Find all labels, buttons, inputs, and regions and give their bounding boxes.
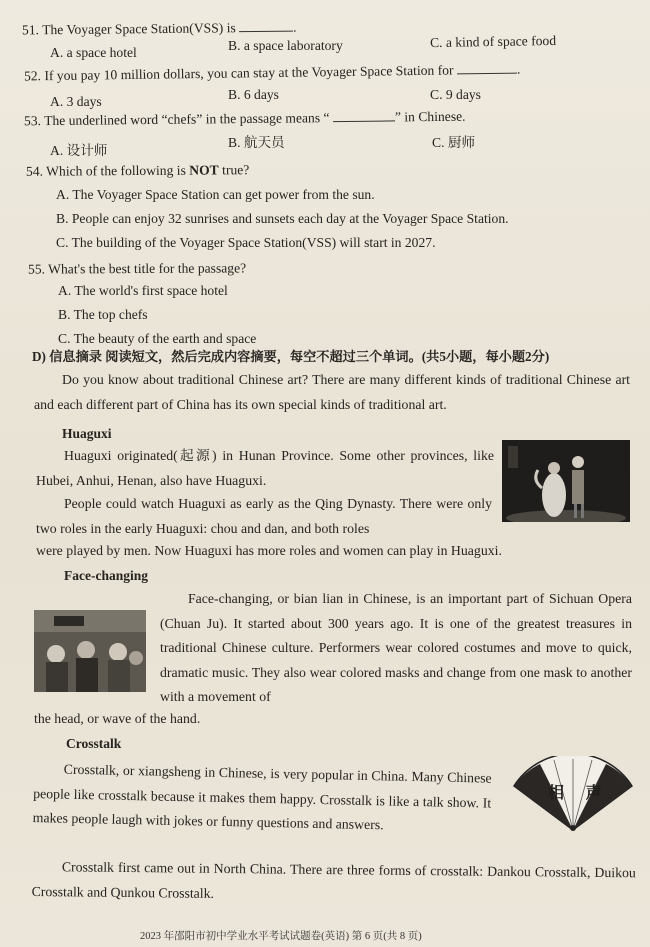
- question-stem-emphasis: NOT: [189, 162, 219, 178]
- question-stem: What's the best title for the passage?: [48, 260, 247, 277]
- huaguxi-paragraph-1: Huaguxi originated(起源) in Hunan Province. Some other provinces, like Hubei, Anhui, Henan, also have Huaguxi.: [36, 448, 494, 488]
- question-number: 54.: [25, 163, 44, 179]
- face-changing-paragraph-end: the head, or wave of the hand.: [34, 711, 201, 726]
- page-footer: 2023 年邵阳市初中学业水平考试试题卷(英语) 第 6 页(共 8 页): [140, 931, 422, 942]
- option-55b: B. The top chefs: [58, 307, 148, 322]
- option-51c: C. a kind of space food: [429, 32, 557, 51]
- crosstalk-heading: Crosstalk: [66, 736, 122, 751]
- crosstalk-fan-image: [510, 756, 636, 834]
- intro-paragraph: Do you know about traditional Chinese art? There are many different kinds of traditional Chinese art and each different part of China has its own special kinds of traditional art.: [34, 372, 630, 412]
- option-54c: C. The building of the Voyager Space Station(VSS) will start in 2027.: [56, 235, 436, 250]
- question-51: 51. The Voyager Space Station(VSS) is .: [21, 19, 297, 38]
- option-51a: A. a space hotel: [50, 45, 137, 60]
- question-stem: The underlined word “chefs” in the passage means “: [44, 110, 330, 129]
- question-stem: The Voyager Space Station(VSS) is: [42, 20, 236, 38]
- question-number: 52.: [23, 68, 42, 84]
- answer-blank: [333, 108, 395, 122]
- huaguxi-heading: Huaguxi: [62, 426, 112, 441]
- face-changing-paragraph: Face-changing, or bian lian in Chinese, is an important part of Sichuan Opera (Chuan Ju). It started about 300 years ago. It is one of the greatest treasures in traditional Chinese culture. Performers wear colored costumes and move to quick, dramatic music. They also wear colored masks and change from one mask to another with a movement of: [160, 591, 632, 704]
- huaguxi-paragraph-2-end: were played by men. Now Huaguxi has more roles and women can play in Huaguxi.: [36, 543, 502, 558]
- option-51b: B. a space laboratory: [228, 38, 343, 53]
- huaguxi-photo: [502, 440, 630, 522]
- question-53: 53. The underlined word “chefs” in the passage means “ ” in Chinese.: [23, 108, 466, 129]
- question-55: [28, 259, 246, 278]
- option-52a: A. 3 days: [50, 94, 102, 109]
- face-changing-heading: Face-changing: [64, 568, 148, 583]
- section-d-instruction: D) 信息摘录 阅读短文，然后完成内容摘要，每空不超过三个单词。(共5小题，每小题2分): [32, 349, 550, 364]
- crosstalk-paragraph-2: Crosstalk first came out in North China. There are three forms of crosstalk: Dankou Crosstalk, Duikou Crosstalk and Qunkou Crosstalk.: [31, 859, 636, 901]
- question-stem: If you pay 10 million dollars, you can stay at the Voyager Space Station for: [44, 62, 454, 84]
- huaguxi-paragraph-2: People could watch Huaguxi as early as the Qing Dynasty. There were only two roles in the early Huaguxi: chou and dan, and both roles: [36, 496, 492, 536]
- crosstalk-paragraph-1: Crosstalk, or xiangsheng in Chinese, is very popular in China. Many Chinese people like crosstalk because it makes them happy. Crosstalk is like a talk show. It makes people laugh with jokes or funny questions and answers.: [32, 761, 492, 833]
- option-54a: A. The Voyager Space Station can get power from the sun.: [56, 187, 375, 202]
- question-52: 52. If you pay 10 million dollars, you can stay at the Voyager Space Station for .: [23, 61, 521, 84]
- question-54: 54. Which of the following is NOT true?: [25, 162, 250, 179]
- fan-characters: 相 声: [548, 783, 610, 802]
- question-number: 53.: [23, 113, 42, 129]
- option-52c: C. 9 days: [430, 87, 481, 102]
- option-53b: B. 航天员: [228, 135, 285, 150]
- question-number: 55.: [27, 261, 46, 277]
- question-number: 51.: [21, 22, 40, 38]
- option-52b: B. 6 days: [228, 87, 279, 102]
- option-55a: A. The world's first space hotel: [58, 283, 228, 298]
- question-stem: Which of the following is: [46, 162, 186, 179]
- answer-blank: [239, 19, 293, 33]
- option-55c: C. The beauty of the earth and space: [58, 331, 257, 346]
- answer-blank: [457, 61, 517, 75]
- option-53a: A. 设计师: [50, 143, 108, 158]
- option-54b: B. People can enjoy 32 sunrises and sunsets each day at the Voyager Space Station.: [56, 211, 509, 226]
- face-changing-photo: [34, 610, 146, 692]
- option-53c: C. 厨师: [432, 135, 476, 150]
